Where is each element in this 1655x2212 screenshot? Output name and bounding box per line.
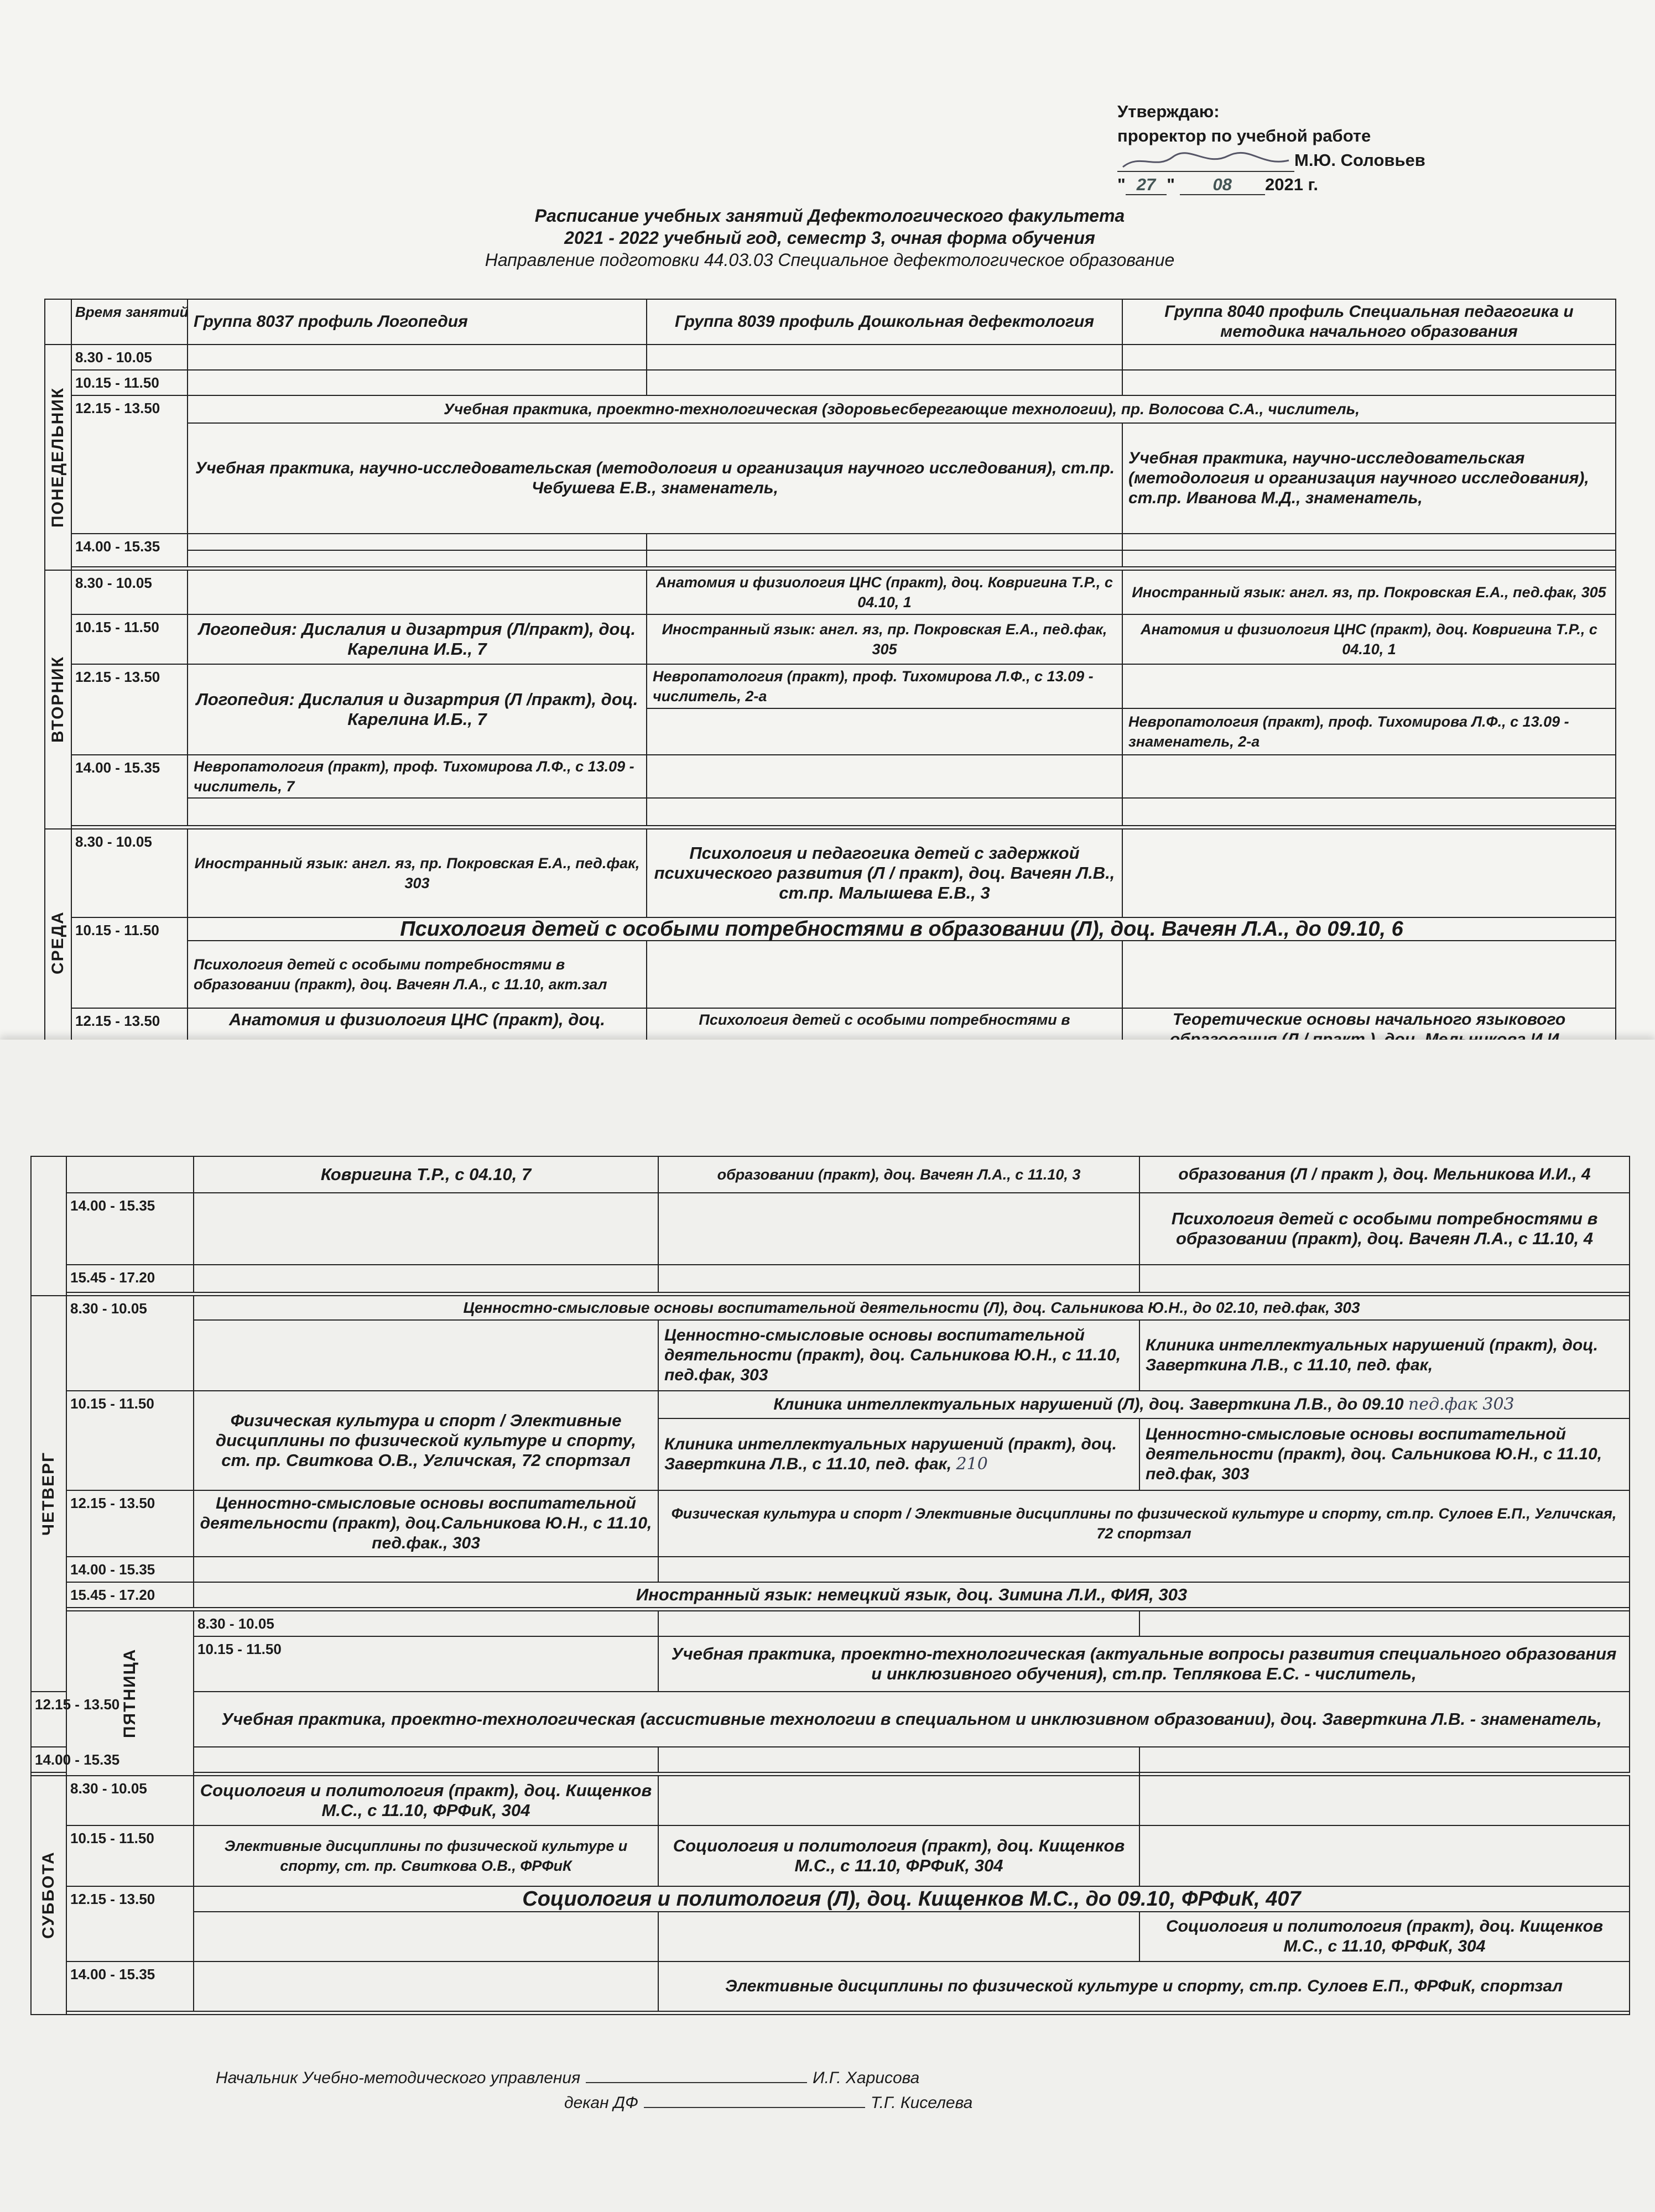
- time-slot: 10.15 - 11.50: [194, 1636, 658, 1692]
- class-cell: Иностранный язык: англ. яз, пр. Покровская Е.А., пед.фак, 303: [188, 829, 647, 917]
- class-cell: Учебная практика, проектно-технологическая (здоровьесберегающие технологии), пр. Волосова С.А., числитель,: [188, 395, 1616, 423]
- time-slot: 14.00 - 15.35: [66, 1961, 194, 2011]
- page-sheet-top: [0, 0, 1655, 1051]
- signer-name: Т.Г. Киселева: [870, 2094, 973, 2112]
- approval-label: Утверждаю:: [1117, 102, 1220, 121]
- class-cell: Психология и педагогика детей с задержкой психического развития (Л / практ), доц. Вачеян Л.В., ст.пр. Малышева Е.В., 3: [647, 829, 1122, 917]
- class-cell: Учебная практика, проектно-технологическая (ассистивные технологии в специальном и инклюзивном образовании), доц. Заверткина Л.В. - знаменатель,: [194, 1692, 1630, 1747]
- date-day: 27: [1126, 175, 1167, 195]
- time-slot: 15.45 - 17.20: [66, 1265, 194, 1292]
- signature-image: [1117, 150, 1294, 173]
- signer-name: И.Г. Харисова: [813, 2069, 920, 2087]
- approval-block: [1117, 100, 1425, 197]
- day-tuesday: ВТОРНИК: [45, 570, 71, 829]
- time-slot: 12.15 - 13.50: [66, 1886, 194, 1961]
- date-month: 08: [1180, 175, 1265, 195]
- day-wednesday-cont: [31, 1156, 66, 1296]
- time-slot: 14.00 - 15.35: [31, 1747, 66, 1772]
- class-cell: Социология и политология (практ), доц. Кищенков М.С., с 11.10, ФРФиК, 304: [1139, 1912, 1630, 1961]
- class-cell: Логопедия: Дислалия и дизартрия (Л/практ), доц. Карелина И.Б., 7: [188, 614, 647, 664]
- class-cell: [658, 1418, 1139, 1490]
- header-group-8039: Группа 8039 профиль Дошкольная дефектология: [647, 299, 1122, 345]
- time-slot: 14.00 - 15.35: [66, 1557, 194, 1582]
- class-cell: Психология детей с особыми потребностями в образовании (практ), доц. Вачеян Л.А., с 11.10, 4: [1139, 1193, 1630, 1265]
- time-slot: 10.15 - 11.50: [71, 614, 188, 664]
- class-cell: Социология и политология (практ), доц. Кищенков М.С., с 11.10, ФРФиК, 304: [658, 1825, 1139, 1886]
- class-cell: Анатомия и физиология ЦНС (практ), доц. Ковригина Т.Р., с 04.10, 1: [647, 570, 1122, 614]
- handwritten-note: 210: [956, 1454, 988, 1474]
- class-cell: Логопедия: Дислалия и дизартрия (Л /практ), доц. Карелина И.Б., 7: [188, 664, 647, 755]
- class-cell: Психология детей с особыми потребностями в образовании (Л), доц. Вачеян Л.А., до 09.10, 6: [188, 917, 1616, 941]
- class-cell: Иностранный язык: англ. яз, пр. Покровская Е.А., пед.фак, 305: [1122, 570, 1616, 614]
- class-cell: Невропатология (практ), проф. Тихомирова Л.Ф., с 13.09 - числитель, 2-а: [647, 664, 1122, 708]
- title-line-3: Направление подготовки 44.03.03 Специальное дефектологическое образование: [485, 250, 1175, 270]
- class-cell: Ценностно-смысловые основы воспитательной деятельности (практ), доц.Сальникова Ю.Н., с 11.10, пед.фак., 303: [194, 1490, 658, 1557]
- day-saturday: СУББОТА: [31, 1776, 66, 2015]
- class-cell: Психология детей с особыми потребностями в: [647, 1008, 1122, 1051]
- class-cell: Ценностно-смысловые основы воспитательной деятельности (практ), доц. Сальникова Ю.Н., с 11.10, пед.фак, 303: [1139, 1418, 1630, 1490]
- header-group-8040: Группа 8040 профиль Специальная педагогика и методика начального образования: [1122, 299, 1616, 345]
- time-slot: 12.15 - 13.50: [71, 395, 188, 534]
- class-cell: Невропатология (практ), проф. Тихомирова Л.Ф., с 13.09 - числитель, 7: [188, 755, 647, 798]
- class-cell: Социология и политология (Л), доц. Кищенков М.С., до 09.10, ФРФиК, 407: [194, 1886, 1630, 1912]
- time-slot: 8.30 - 10.05: [194, 1611, 658, 1636]
- class-cell: Анатомия и физиология ЦНС (практ), доц. Ковригина Т.Р., с 04.10, 1: [1122, 614, 1616, 664]
- signer-role: декан ДФ: [564, 2094, 638, 2112]
- class-text: Клиника интеллектуальных нарушений (Л), доц. Заверткина Л.В., до 09.10: [773, 1395, 1404, 1413]
- class-cell: Физическая культура и спорт / Элективные дисциплины по физической культуре и спорту, ст.пр. Сулоев Е.П., Угличская, 72 спортзал: [658, 1490, 1630, 1557]
- schedule-table-top: [44, 299, 1616, 1057]
- table-header-row: [45, 299, 1616, 345]
- schedule-title: [387, 205, 1272, 271]
- class-cell: Учебная практика, научно-исследовательская (методология и организация научного исследования), ст.пр. Иванова М.Д., знаменатель,: [1122, 423, 1616, 534]
- day-friday: ПЯТНИЦА: [66, 1611, 194, 1776]
- time-slot: 12.15 - 13.50: [71, 664, 188, 755]
- class-cell: Учебная практика, научно-исследовательская (методология и организация научного исследования), ст.пр. Чебушева Е.В., знаменатель,: [188, 423, 1122, 534]
- class-cell: Невропатология (практ), проф. Тихомирова Л.Ф., с 13.09 - знаменатель, 2-а: [1122, 708, 1616, 755]
- class-cell: Иностранный язык: англ. яз, пр. Покровская Е.А., пед.фак, 305: [647, 614, 1122, 664]
- signatures-footer: [216, 2065, 972, 2115]
- approval-position: проректор по учебной работе: [1117, 126, 1371, 145]
- class-cell: Учебная практика, проектно-технологическая (актуальные вопросы развития специального образования и инклюзивного обучения), ст.пр. Теплякова Е.С. - числитель,: [658, 1636, 1630, 1692]
- class-cell: Ковригина Т.Р., с 04.10, 7: [194, 1156, 658, 1193]
- class-cell: Анатомия и физиология ЦНС (практ), доц.: [188, 1008, 647, 1051]
- time-slot: 8.30 - 10.05: [71, 345, 188, 370]
- time-slot: 14.00 - 15.35: [66, 1193, 194, 1265]
- handwritten-note: пед.фак 303: [1408, 1395, 1515, 1414]
- signature-row-2: [216, 2090, 972, 2115]
- time-slot: 12.15 - 13.50: [31, 1692, 66, 1747]
- approval-signature-line: [1117, 148, 1425, 173]
- class-cell: Элективные дисциплины по физической культуре и спорту, ст. пр. Свиткова О.В., ФРФиК: [194, 1825, 658, 1886]
- time-slot: 12.15 - 13.50: [66, 1490, 194, 1557]
- day-thursday: ЧЕТВЕРГ: [31, 1296, 66, 1692]
- title-line-1: Расписание учебных занятий Дефектологического факультета: [534, 206, 1125, 226]
- class-cell: [658, 1391, 1630, 1418]
- class-cell: Физическая культура и спорт / Элективные дисциплины по физической культуре и спорту, ст. пр. Свиткова О.В., Угличская, 72 спортзал: [194, 1391, 658, 1490]
- signature-line: [644, 2090, 865, 2108]
- header-time: Время занятий: [71, 299, 188, 345]
- time-slot: 15.45 - 17.20: [66, 1582, 194, 1608]
- time-slot: 12.15 - 13.50: [71, 1008, 188, 1051]
- schedule-table-bottom: [30, 1156, 1630, 2015]
- signature-line: [586, 2065, 807, 2083]
- day-wednesday: СРЕДА: [45, 829, 71, 1057]
- signer-role: Начальник Учебно-методического управления: [216, 2069, 581, 2087]
- class-cell: Ценностно-смысловые основы воспитательной деятельности (практ), доц. Сальникова Ю.Н., с 11.10, пед.фак, 303: [658, 1320, 1139, 1391]
- time-slot: 10.15 - 11.50: [71, 917, 188, 1008]
- time-slot: 14.00 - 15.35: [71, 534, 188, 567]
- time-slot: 10.15 - 11.50: [66, 1825, 194, 1886]
- time-slot: 10.15 - 11.50: [71, 370, 188, 395]
- class-cell: Элективные дисциплины по физической культуре и спорту, ст.пр. Сулоев Е.П., ФРФиК, спортзал: [658, 1961, 1630, 2011]
- time-slot: 8.30 - 10.05: [66, 1296, 194, 1391]
- time-slot: 8.30 - 10.05: [71, 570, 188, 614]
- class-cell: Ценностно-смысловые основы воспитательной деятельности (Л), доц. Сальникова Ю.Н., до 02.10, пед.фак, 303: [194, 1296, 1630, 1320]
- day-monday: ПОНЕДЕЛЬНИК: [45, 345, 71, 570]
- class-cell: Теоретические основы начального языкового: [1122, 1008, 1616, 1051]
- page-sheet-bottom: [0, 1040, 1655, 2212]
- time-slot: 8.30 - 10.05: [71, 829, 188, 917]
- date-year: 2021 г.: [1264, 175, 1318, 194]
- approval-date: " 27 " 08 2021 г.: [1117, 175, 1318, 194]
- signature-row-1: [216, 2065, 972, 2090]
- class-cell: образования (Л / практ ), доц. Мельникова И.И., 4: [1139, 1156, 1630, 1193]
- time-slot: 14.00 - 15.35: [71, 755, 188, 826]
- class-text: Клиника интеллектуальных нарушений (практ), доц. Заверткина Л.В., с 11.10, пед. фак,: [664, 1435, 1117, 1473]
- title-line-2: 2021 - 2022 учебный год, семестр 3, очная форма обучения: [564, 228, 1095, 248]
- time-slot: 10.15 - 11.50: [66, 1391, 194, 1490]
- class-cell: Клиника интеллектуальных нарушений (практ), доц. Заверткина Л.В., с 11.10, пед. фак,: [1139, 1320, 1630, 1391]
- class-cell: Социология и политология (практ), доц. Кищенков М.С., с 11.10, ФРФиК, 304: [194, 1776, 658, 1825]
- header-group-8037: Группа 8037 профиль Логопедия: [188, 299, 647, 345]
- approval-name: М.Ю. Соловьев: [1294, 150, 1425, 170]
- time-slot: 8.30 - 10.05: [66, 1776, 194, 1825]
- class-cell: образовании (практ), доц. Вачеян Л.А., с 11.10, 3: [658, 1156, 1139, 1193]
- class-cell: Иностранный язык: немецкий язык, доц. Зимина Л.И., ФИЯ, 303: [194, 1582, 1630, 1608]
- class-cell: Психология детей с особыми потребностями в образовании (практ), доц. Вачеян Л.А., с 11.10, акт.зал: [188, 941, 647, 1008]
